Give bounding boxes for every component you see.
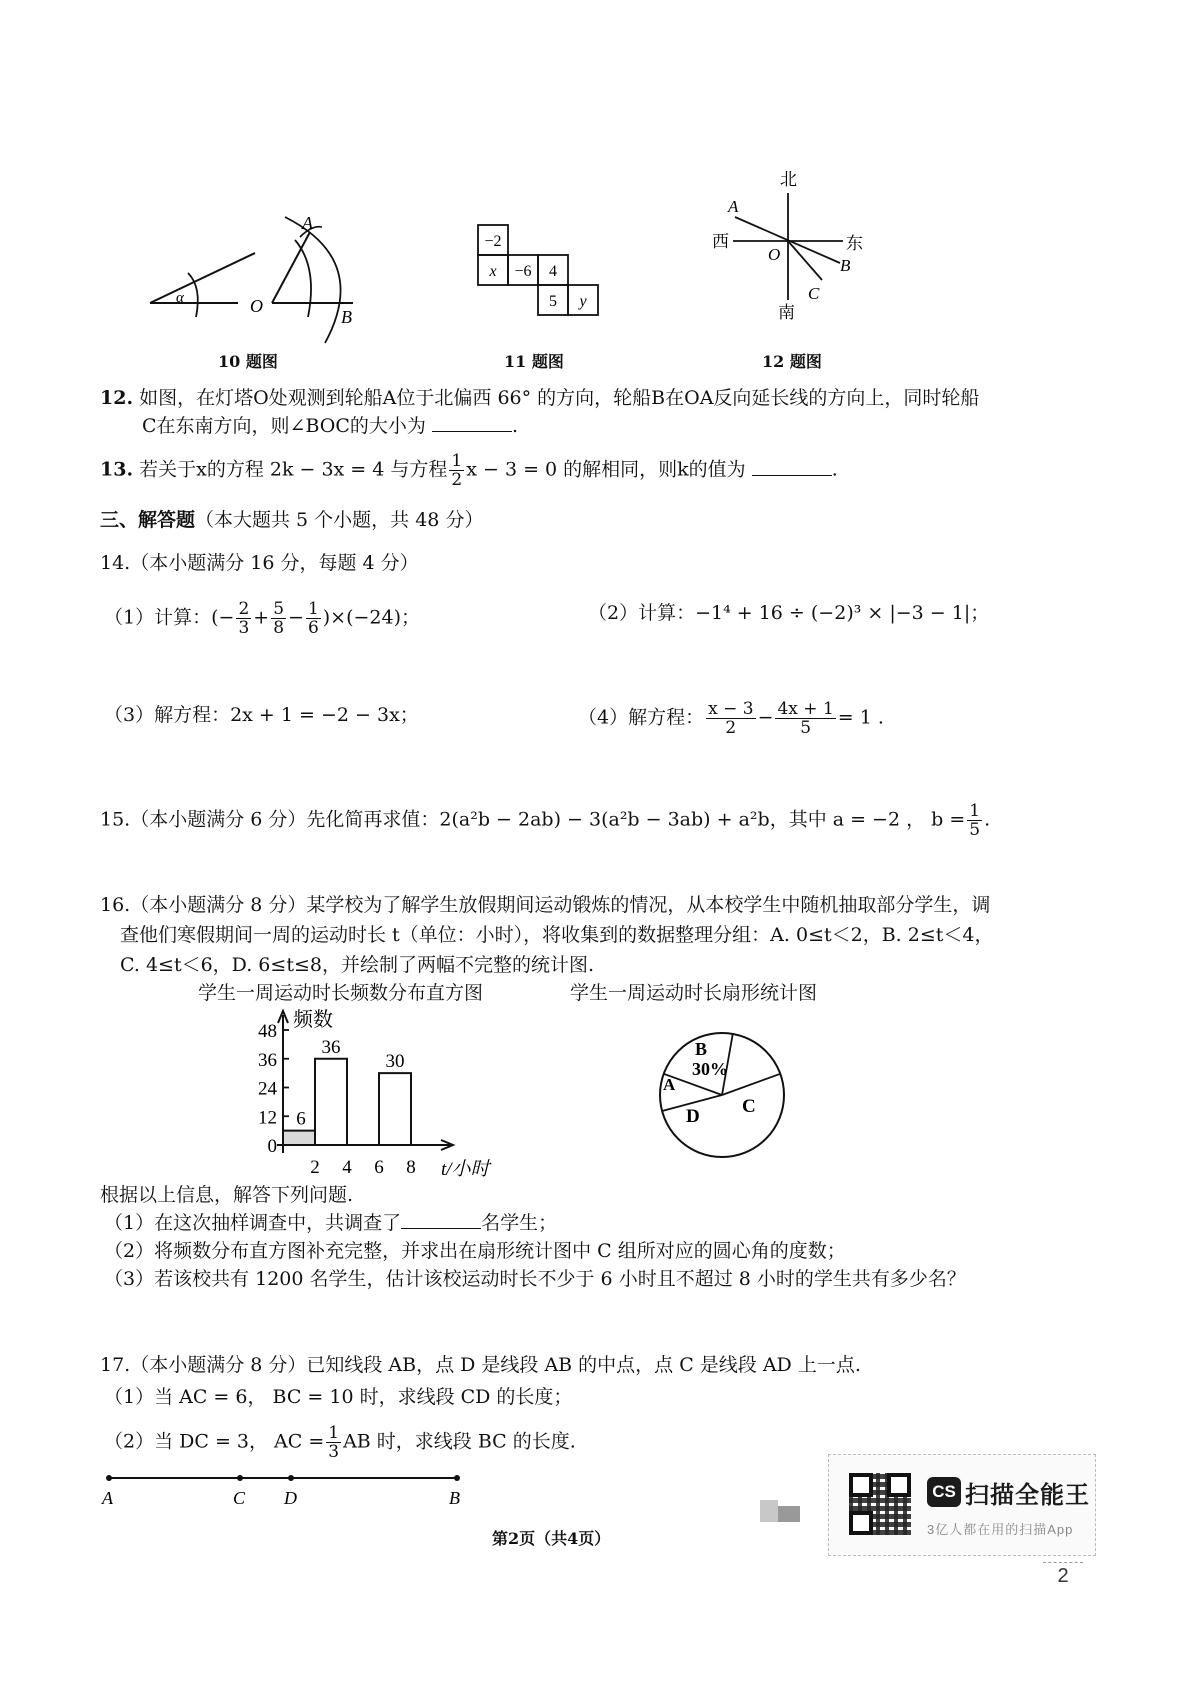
figure-10 (140, 205, 370, 350)
label-east: 东 (846, 234, 863, 253)
histogram-chart (245, 1005, 510, 1180)
figure-12 (700, 165, 880, 330)
label-west: 西 (712, 232, 729, 251)
answer-blank-12[interactable] (432, 411, 512, 432)
label-b: B (341, 307, 352, 327)
question-13: 13. 若关于x的方程 2k − 3x = 4 与方程 $\frac{1}{2}$ x − 3 = 0 的解相同，则k的值为 . (100, 451, 838, 490)
answer-blank-13[interactable] (752, 455, 832, 476)
section-3-heading: 三、解答题（本大题共 5 个小题，共 48 分） (100, 509, 484, 531)
caption-12: 12 题图 (762, 352, 822, 371)
bar-value-label: 6 (296, 1108, 306, 1130)
brand-name: 扫描全能王 (965, 1482, 1090, 1509)
q16-after: 根据以上信息，解答下列问题. (100, 1184, 354, 1206)
qr-corner-tl (849, 1473, 873, 1497)
point-c (237, 1475, 243, 1481)
q16-sub1: （1）在这次抽样调查中，共调查了 名学生； (104, 1208, 557, 1238)
y-tick-label: 48 (258, 1021, 277, 1042)
scanner-watermark (828, 1454, 1096, 1556)
label-d: D (284, 1488, 297, 1508)
angle-alpha-ray (150, 253, 255, 303)
cs-logo-icon: CS (927, 1477, 961, 1507)
q17-sub1: （1）当 AC = 6， BC = 10 时，求线段 CD 的长度； (104, 1386, 573, 1408)
y-axis-label: 频数 (293, 1009, 333, 1031)
segment-figure (95, 1466, 485, 1516)
cell-neg6: −6 (514, 263, 532, 280)
slice-pct-b: 30% (692, 1059, 728, 1079)
x-tick-label: 2 (310, 1157, 320, 1178)
x-axis-label: t/小时 (441, 1159, 490, 1180)
label-a: A (302, 213, 313, 233)
ray-oa (272, 232, 310, 303)
label-south: 南 (778, 303, 795, 322)
bar-value-label: 30 (385, 1051, 405, 1073)
point-a (106, 1475, 112, 1481)
histogram-bar (379, 1073, 411, 1145)
angle-alpha-arc (188, 273, 198, 317)
slice-label-a: A (663, 1075, 676, 1094)
pie-chart-title: 学生一周运动时长扇形统计图 (570, 982, 818, 1004)
bar-value-label: 36 (321, 1036, 341, 1058)
cell-y: y (579, 293, 587, 310)
qr-corner-tr (887, 1473, 911, 1497)
qr-corner-bl (849, 1511, 873, 1535)
label-c: C (233, 1488, 246, 1508)
label-b: B (840, 256, 851, 275)
question-12: 12. 如图，在灯塔O处观测到轮船A位于北偏西 66° 的方向，轮船B在OA反向延长线的方向上，同时轮船 (100, 387, 980, 409)
blur-blocks (760, 1500, 810, 1522)
x-tick-label: 6 (374, 1157, 384, 1178)
brand-slogan: 3亿人都在用的扫描App (927, 1522, 1074, 1537)
slice-label-d: D (686, 1106, 700, 1127)
cell-5: 5 (549, 293, 557, 310)
pie-chart (650, 1030, 795, 1160)
question-14-head: 14.（本小题满分 16 分，每题 4 分） (100, 552, 419, 574)
question-16-head: 16.（本小题满分 8 分）某学校为了解学生放假期间运动锻炼的情况，从本校学生中随机抽取部分学生，调 (100, 894, 991, 916)
question-16-line3: C. 4≤t＜6，D. 6≤t≤8，并绘制了两幅不完整的统计图. (120, 954, 594, 976)
q17-sub2: （2）当 DC = 3， AC = $\frac{1}{3}$ AB 时，求线段 BC 的长度. (104, 1423, 576, 1462)
q13-fraction: $\frac{1}{2}$ (451, 451, 463, 490)
y-tick-label: 36 (258, 1049, 277, 1071)
q16-sub2: （2）将频数分布直方图补充完整，并求出在扇形统计图中 C 组所对应的圆心角的度数； (104, 1240, 846, 1262)
question-15: 15.（本小题满分 6 分）先化简再求值：2(a²b − 2ab) − 3(a²b − 3ab) + a²b，其中 a = −2 ， b = $\frac{1}{5}$ . (100, 801, 991, 840)
figure-11 (470, 222, 610, 322)
arc-2 (285, 217, 341, 343)
question-16-line2: 查他们寒假期间一周的运动时长 t（单位：小时），将收集到的数据整理分组：A. 0≤t＜2，B. 2≤t＜4， (120, 924, 994, 946)
answer-blank-16-1[interactable] (401, 1208, 481, 1229)
slice-label-c: C (742, 1096, 756, 1117)
q14-part3: （3）解方程：2x + 1 = −2 − 3x； (104, 704, 419, 726)
arc-1 (295, 240, 311, 317)
point-d (288, 1475, 294, 1481)
histogram-bar (283, 1131, 315, 1145)
cell-x: x (489, 263, 497, 280)
page-mark: 2 (1043, 1562, 1083, 1589)
label-a: A (728, 197, 739, 216)
question-17-head: 17.（本小题满分 8 分）已知线段 AB，点 D 是线段 AB 的中点，点 C 是线段 AD 上一点. (100, 1354, 861, 1376)
point-b (454, 1475, 460, 1481)
q16-sub3: （3）若该校共有 1200 名学生，估计该校运动时长不少于 6 小时且不超过 8 小时的学生共有多少名？ (104, 1268, 966, 1290)
q12-line1: 如图，在灯塔O处观测到轮船A位于北偏西 66° 的方向，轮船B在OA反向延长线的方向上，同时轮船 (139, 387, 980, 409)
label-o: O (768, 245, 781, 264)
x-tick-label: 4 (342, 1157, 352, 1178)
y-tick-label: 12 (258, 1107, 277, 1129)
histogram-title: 学生一周运动时长频数分布直方图 (198, 982, 484, 1004)
page-footer: 第2页（共4页） (492, 1529, 611, 1548)
q14-part1: （1）计算：(− $\frac{2}{3}$ + $\frac{5}{8}$ − $\frac{1}{6}$ )×(−24)； (104, 599, 421, 638)
label-a: A (102, 1488, 113, 1508)
label-north: 北 (780, 170, 797, 189)
question-12-line2: C在东南方向，则∠BOC的大小为 . (142, 411, 518, 441)
y-tick-label: 24 (258, 1078, 277, 1100)
q14-part2: （2）计算：−1⁴ + 16 ÷ (−2)³ × |−3 − 1|； (588, 602, 990, 624)
y-tick-label: 0 (267, 1136, 277, 1157)
label-b: B (449, 1488, 460, 1508)
caption-11: 11 题图 (504, 352, 564, 371)
histogram-bar (315, 1059, 347, 1145)
cell-neg2: −2 (484, 233, 502, 250)
q14-part4: （4）解方程： $\frac{x - 3}{2}$ − $\frac{4x + 1}{5}$ = 1 . (578, 699, 884, 738)
caption-10: 10 题图 (218, 352, 278, 371)
x-tick-label: 8 (406, 1157, 416, 1178)
slice-label-b: B (695, 1039, 708, 1059)
label-o: O (250, 296, 263, 316)
label-alpha: α (176, 290, 184, 306)
label-c: C (808, 284, 820, 303)
cell-4: 4 (549, 263, 557, 280)
